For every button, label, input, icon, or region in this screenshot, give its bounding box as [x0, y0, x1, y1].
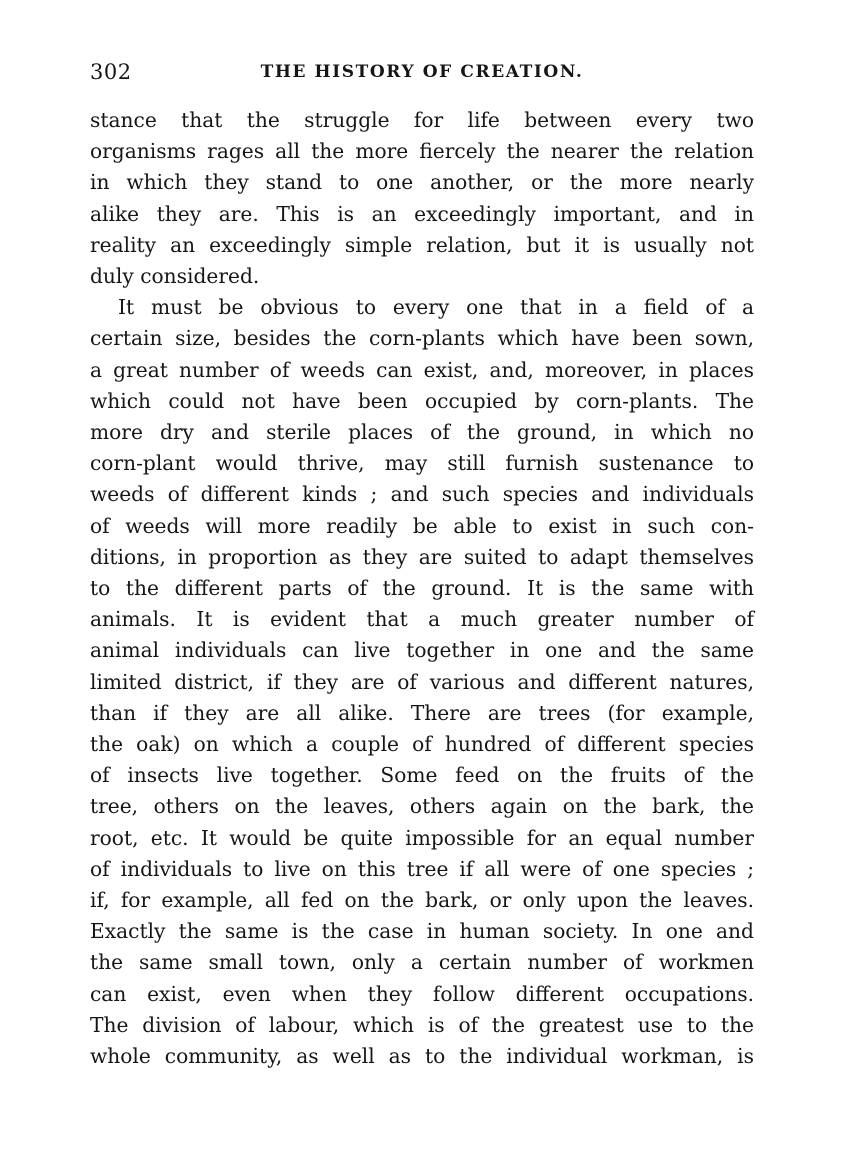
- text-line: which could not have been occupied by corn-plants. The: [90, 388, 754, 413]
- body-text: [90, 105, 754, 1072]
- text-line: Exactly the same is the case in human society. In one and: [90, 919, 754, 944]
- running-head: THE HISTORY OF CREATION.: [260, 62, 584, 82]
- text-line: alike they are. This is an exceedingly important, and in: [90, 201, 754, 226]
- text-line: weeds of different kinds ; and such species and individuals: [90, 482, 754, 507]
- paragraph-1: [90, 105, 754, 292]
- text-line: of insects live together. Some feed on the fruits of the: [90, 763, 754, 788]
- text-line: in which they stand to one another, or the more nearly: [90, 170, 754, 195]
- text-line: more dry and sterile places of the ground, in which no: [90, 420, 754, 445]
- text-line: duly considered.: [90, 264, 260, 289]
- text-line: than if they are all alike. There are trees (for example,: [90, 700, 754, 725]
- paragraph-2: [90, 292, 754, 1072]
- text-line: certain size, besides the corn-plants which have been sown,: [90, 326, 754, 351]
- text-line: ditions, in proportion as they are suited to adapt themselves: [90, 544, 754, 569]
- page-number: 302: [90, 60, 132, 84]
- text-line: can exist, even when they follow different occupations.: [90, 981, 754, 1006]
- text-line: the same small town, only a certain number of workmen: [90, 950, 754, 975]
- text-line: limited district, if they are of various and different natures,: [90, 669, 754, 694]
- text-line: to the different parts of the ground. It is the same with: [90, 576, 754, 601]
- text-line: corn-plant would thrive, may still furnish sustenance to: [90, 451, 754, 476]
- text-line: animal individuals can live together in one and the same: [90, 638, 754, 663]
- text-line: organisms rages all the more fiercely the nearer the relation: [90, 139, 754, 164]
- text-line: reality an exceedingly simple relation, but it is usually not: [90, 232, 754, 257]
- text-line: root, etc. It would be quite impossible for an equal number: [90, 825, 754, 850]
- text-line: the oak) on which a couple of hundred of different species: [90, 732, 754, 757]
- text-line: whole community, as well as to the individual workman, is: [90, 1044, 754, 1069]
- text-line: tree, others on the leaves, others again on the bark, the: [90, 794, 754, 819]
- text-line: It must be obvious to every one that in a field of a: [118, 295, 754, 320]
- text-line: of individuals to live on this tree if all were of one species ;: [90, 856, 754, 881]
- text-line: if, for example, all fed on the bark, or only upon the leaves.: [90, 888, 754, 913]
- text-line: animals. It is evident that a much greater number of: [90, 607, 754, 632]
- page-header: [90, 60, 754, 88]
- text-line: a great number of weeds can exist, and, moreover, in places: [90, 357, 754, 382]
- text-line: of weeds will more readily be able to exist in such con-: [90, 513, 754, 538]
- text-line: stance that the struggle for life between every two: [90, 108, 754, 132]
- text-line: The division of labour, which is of the greatest use to the: [90, 1012, 754, 1037]
